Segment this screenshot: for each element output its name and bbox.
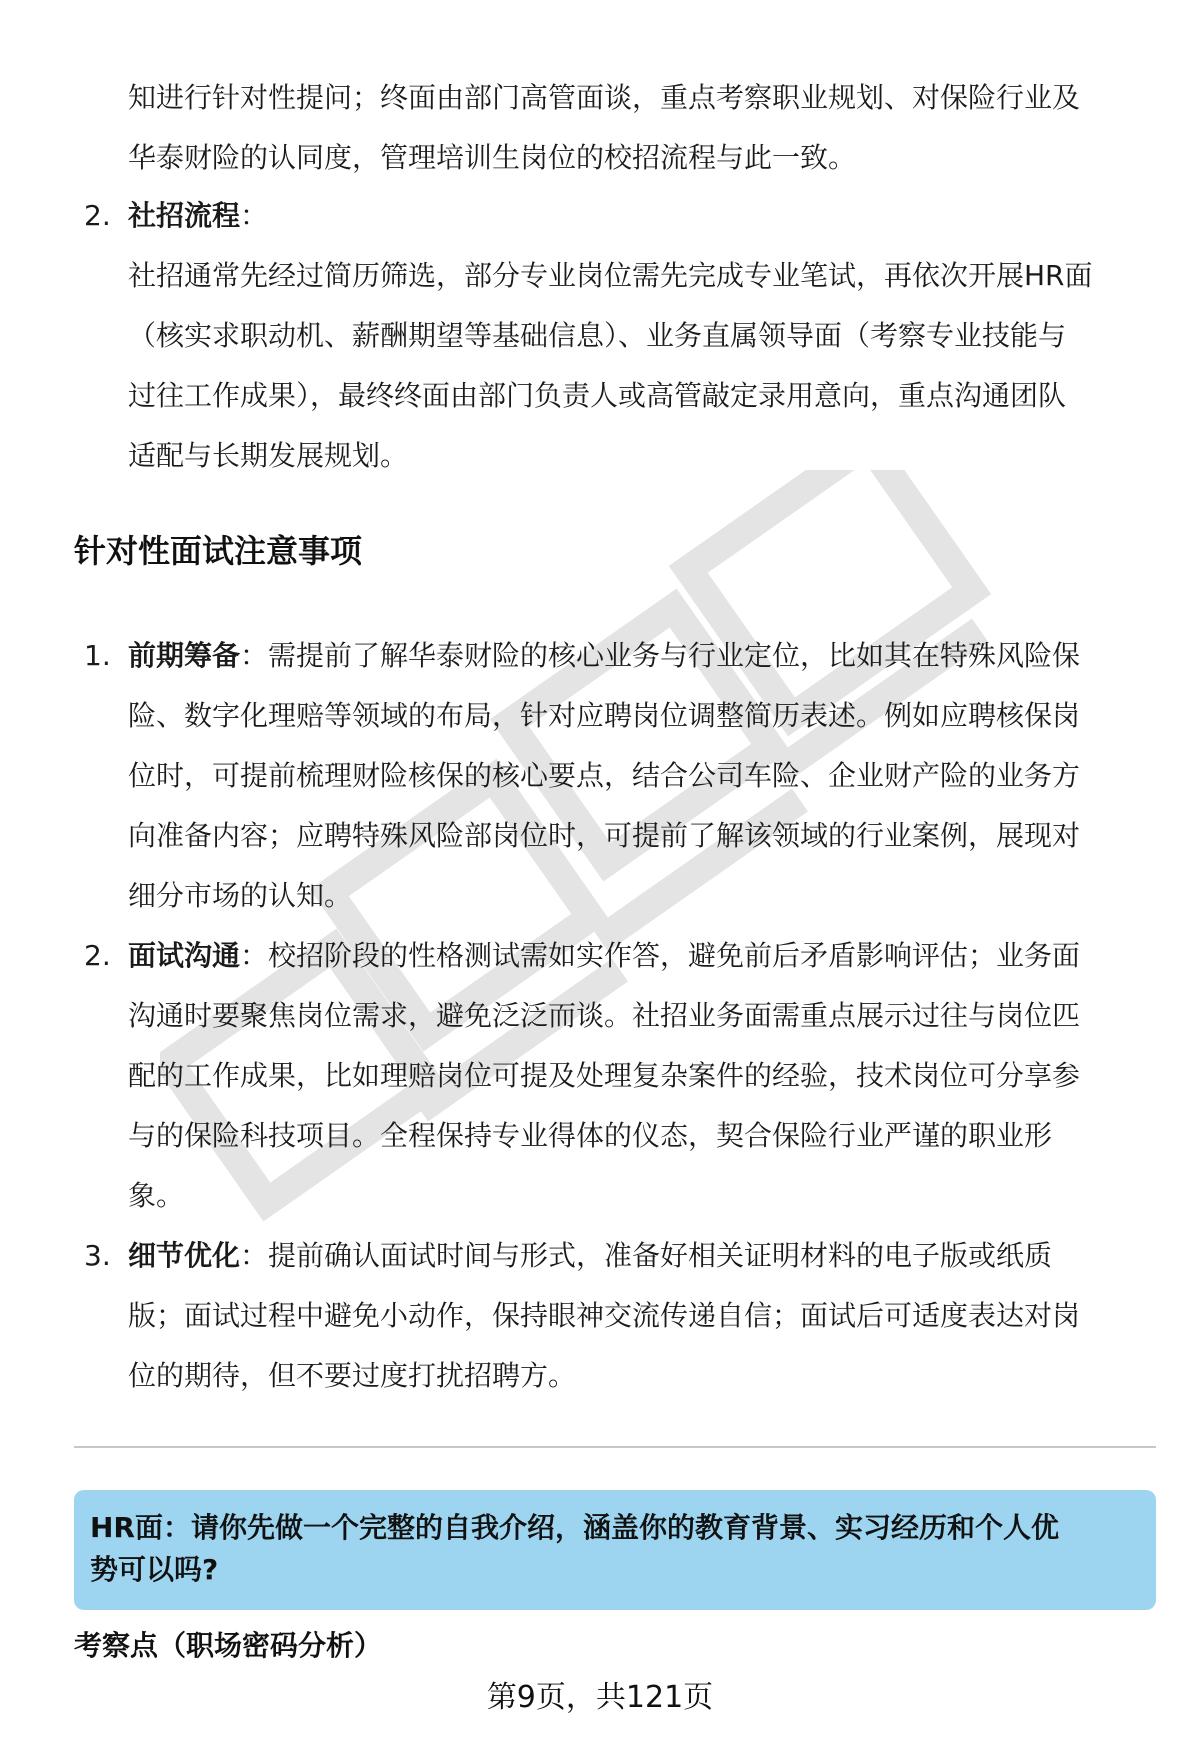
item-2-line: 象。	[128, 1179, 185, 1212]
hr-question-line-1: HR面：请你先做一个完整的自我介绍，涵盖你的教育背景、实习经历和个人优	[90, 1511, 1059, 1544]
section-divider	[74, 1446, 1156, 1448]
item-3-first-text: 提前确认面试时间与形式，准备好相关证明材料的电子版或纸质	[268, 1239, 1053, 1272]
item-1-title: 前期筹备	[128, 639, 241, 672]
item-1-first-line	[128, 626, 1080, 686]
hr-question-line-2: 势可以吗?	[90, 1553, 219, 1586]
item-3-line: 位的期待，但不要过度打扰招聘方。	[128, 1359, 577, 1392]
item-1-first-text: 需提前了解华泰财险的核心业务与行业定位，比如其在特殊风险保	[268, 639, 1081, 672]
item-2-number: 2.	[84, 939, 111, 972]
social-line-3: 过往工作成果），最终终面由部门负责人或高管敲定录用意向，重点沟通团队	[128, 379, 1067, 412]
item-3-line: 版；面试过程中避免小动作，保持眼神交流传递自信；面试后可适度表达对岗	[128, 1299, 1081, 1332]
item-2-colon: ：	[240, 939, 269, 972]
item-2-first-text: 校招阶段的性格测试需如实作答，避免前后矛盾影响评估；业务面	[268, 939, 1081, 972]
item-1-line: 向准备内容；应聘特殊风险部岗位时，可提前了解该领域的行业案例，展现对	[128, 819, 1081, 852]
item-3-number: 3.	[84, 1239, 111, 1272]
item-2-line: 配的工作成果，比如理赔岗位可提及处理复杂案件的经验，技术岗位可分享参	[128, 1059, 1081, 1092]
social-line-1: 社招通常先经过简历筛选，部分专业岗位需先完成专业笔试，再依次开展HR面	[128, 259, 1093, 292]
item-1-line: 细分市场的认知。	[128, 879, 353, 912]
analysis-subhead: 考察点（职场密码分析）	[74, 1629, 383, 1662]
item-3-first-line	[128, 1226, 1052, 1286]
item-2-line: 与的保险科技项目。全程保持专业得体的仪态，契合保险行业严谨的职业形	[128, 1119, 1053, 1152]
social-line-2: （核实求职动机、薪酬期望等基础信息）、业务直属领导面（考察专业技能与	[128, 319, 1067, 352]
item-1-line: 险、数字化理赔等领域的布局，针对应聘岗位调整简历表述。例如应聘核保岗	[128, 699, 1081, 732]
item-2-line: 沟通时要聚焦岗位需求，避免泛泛而谈。社招业务面需重点展示过往与岗位匹	[128, 999, 1081, 1032]
social-title: 社招流程	[128, 199, 241, 232]
social-heading	[128, 186, 268, 246]
item-3-title: 细节优化	[128, 1239, 241, 1272]
page-number-footer: 第9页，共121页	[486, 1680, 714, 1715]
item-2-title: 面试沟通	[128, 939, 241, 972]
item-1-number: 1.	[84, 639, 111, 672]
item-2-first-line	[128, 926, 1080, 986]
social-colon: ：	[240, 199, 269, 232]
item-1-line: 位时，可提前梳理财险核保的核心要点，结合公司车险、企业财产险的业务方	[128, 759, 1081, 792]
intro-line-1: 知进行针对性提问；终面由部门高管面谈，重点考察职业规划、对保险行业及	[128, 81, 1081, 114]
social-number: 2.	[84, 199, 111, 232]
item-3-colon: ：	[240, 1239, 269, 1272]
social-line-4: 适配与长期发展规划。	[128, 439, 409, 472]
section-title: 针对性面试注意事项	[74, 532, 363, 570]
item-1-colon: ：	[240, 639, 269, 672]
intro-line-2: 华泰财险的认同度，管理培训生岗位的校招流程与此一致。	[128, 141, 857, 174]
hr-question-box	[74, 1490, 1156, 1610]
